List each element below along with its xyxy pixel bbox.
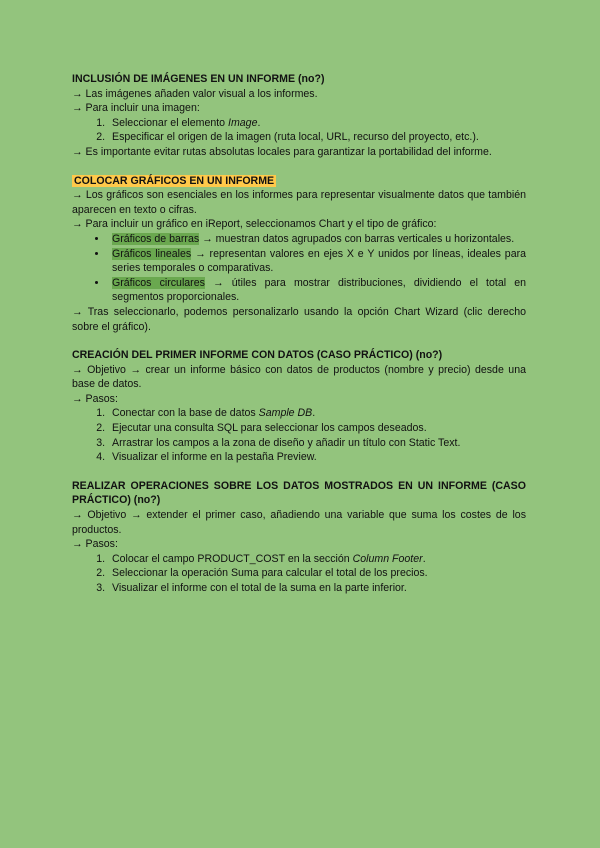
list-item: 3. Visualizar el informe con el total de la suma en la parte inferior. (108, 581, 526, 596)
paragraph: → Las imágenes añaden valor visual a los informes. (72, 87, 318, 100)
list-item: • Gráficos de barras → muestran datos agrupados con barras verticales u horizontales. (108, 232, 526, 247)
highlighted-heading: COLOCAR GRÁFICOS EN UN INFORME (74, 174, 275, 187)
list-item: 4. Visualizar el informe en la pestaña Preview. (108, 450, 526, 465)
paragraph: → Objetivo → extender el primer caso, añadiendo una variable que suma los costes de los productos. (72, 509, 526, 536)
heading-images: INCLUSIÓN DE IMÁGENES EN UN INFORME (no?) (72, 73, 325, 85)
section-images (72, 72, 526, 160)
paragraph: → Pasos: (72, 538, 118, 551)
paragraph: → Para incluir una imagen: (72, 102, 200, 115)
list-item: 2. Especificar el origen de la imagen (ruta local, URL, recurso del proyecto, etc.). (108, 130, 526, 145)
paragraph: → Para incluir un gráfico en iReport, seleccionamos Chart y el tipo de gráfico: (72, 218, 437, 231)
heading-charts (72, 174, 526, 189)
paragraph: → Tras seleccionarlo, podemos personalizarlo usando la opción Chart Wizard (clic derecho sobre el gráfico). (72, 305, 526, 333)
heading-first-report: CREACIÓN DEL PRIMER INFORME CON DATOS (CASO PRÁCTICO) (no?) (72, 349, 443, 362)
document-page (72, 72, 526, 610)
list-item: • Gráficos circulares → útiles para mostrar distribuciones, dividiendo el total en segmentos proporcionales. (108, 276, 526, 305)
steps-list (72, 406, 526, 464)
list-item: 2. Seleccionar la operación Suma para calcular el total de los precios. (108, 566, 526, 581)
chart-types-list (72, 232, 526, 305)
list-item: 2. Ejecutar una consulta SQL para seleccionar los campos deseados. (108, 421, 526, 436)
section-operations (72, 479, 526, 596)
highlighted-term: Gráficos circulares (112, 276, 205, 289)
list-item: 1. Seleccionar el elemento Image. (108, 116, 526, 131)
highlighted-term: Gráficos lineales (112, 247, 192, 260)
section-charts (72, 174, 526, 335)
heading-operations: REALIZAR OPERACIONES SOBRE LOS DATOS MOSTRADOS EN UN INFORME (CASO PRÁCTICO) (no?) (72, 479, 526, 507)
steps-list (72, 552, 526, 596)
steps-list (72, 116, 526, 145)
list-item: • Gráficos lineales → representan valores en ejes X e Y unidos por líneas, ideales para series temporales o comparativas. (108, 247, 526, 276)
paragraph: → Pasos: (72, 392, 118, 405)
paragraph: → Objetivo → crear un informe básico con datos de productos (nombre y precio) desde una base de datos. (72, 363, 526, 391)
list-item: 1. Colocar el campo PRODUCT_COST en la sección Column Footer. (108, 552, 526, 567)
section-first-report (72, 348, 526, 465)
paragraph: → Es importante evitar rutas absolutas locales para garantizar la portabilidad del informe. (72, 145, 492, 158)
list-item: 3. Arrastrar los campos a la zona de diseño y añadir un título con Static Text. (108, 436, 526, 451)
highlighted-term: Gráficos de barras (112, 232, 200, 245)
paragraph: → Los gráficos son esenciales en los informes para representar visualmente datos que también aparecen en texto o cifras. (72, 189, 526, 216)
list-item: 1. Conectar con la base de datos Sample DB. (108, 406, 526, 421)
